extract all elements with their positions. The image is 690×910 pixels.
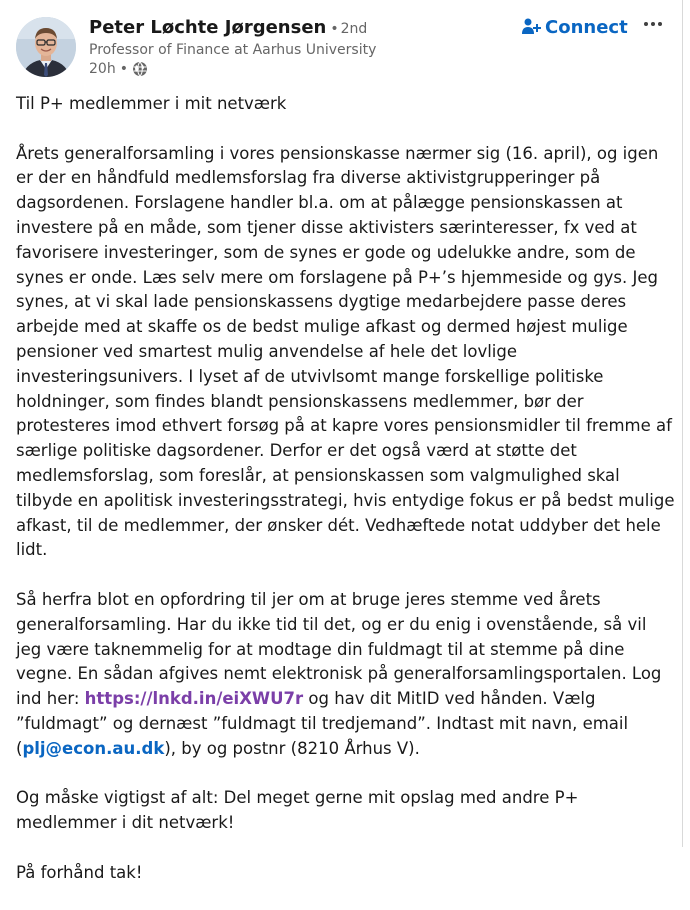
globe-icon	[132, 61, 148, 77]
avatar-photo	[16, 17, 76, 77]
paragraph-2-text-c: ), by og postnr (8210 Århus V).	[164, 738, 420, 758]
meta-separator: •	[119, 61, 128, 77]
more-options-button[interactable]	[637, 12, 669, 40]
paragraph-2-text-a: Så herfra blot en opfordring til jer om at bruge jeres stemme ved årets generalforsamling. Har du ikke tid til det, og er du enig i ovenstående, så vil jeg være taknemmelig for at modtage din fuldmagt til at stemme på dine vegne. En sådan afgives nemt elektronisk på generalforsamlingsportalen. Log ind her:	[16, 589, 662, 709]
author-name[interactable]: Peter Løchte Jørgensen	[89, 17, 327, 38]
paragraph-2-text-b: og hav dit MitID ved hånden. Vælg ”fuldmagt” og dernæst ”fuldmagt til tredjemand”. Indtast mit navn, email (	[16, 689, 629, 758]
post-body	[16, 92, 676, 910]
author-name-line	[89, 16, 367, 41]
ellipsis-icon	[641, 12, 665, 40]
post-header	[0, 0, 683, 88]
post-time[interactable]: 20h	[89, 61, 116, 77]
person-add-icon	[521, 17, 541, 37]
portal-link[interactable]: https://lnkd.in/eiXWU7r	[84, 689, 304, 709]
avatar[interactable]	[16, 17, 76, 77]
post-meta	[89, 60, 148, 78]
connect-label: Connect	[545, 16, 628, 38]
post-paragraph-1: Årets generalforsamling i vores pensionskasse nærmer sig (16. april), og igen er der en håndfuld medlemsforslag fra diverse aktivistgrupperinger på dagsordenen. Forslagene handler bl.a. om at pålægge pensionskassen at investere på en måde, som tjener disse aktivisters særinteresser, fx ved at favorisere investeringer, som de synes er gode og udelukke andre, som de synes er onde. Læs selv mere om forslagene på P+’s hjemmeside og gys. Jeg synes, at vi skal lade pensionskassens dygtige medarbejdere passe deres arbejde med at skaffe os de bedst mulige afkast og dermed højest mulige pensioner ved smartest mulig anvendelse af hele det lovlige investeringsunivers. I lyset af de utvivlsomt mange forskellige politiske holdninger, som findes blandt pensionskassens medlemmer, bør der protesteres imod ethvert forsøg på at kapre vores pensionsmidler til fremme af særlige politiske dagsordener. Derfor er det også værd at støtte det medlemsforslag, som foreslår, at pensionskassen som valgmulighed skal tilbyde en apolitisk investeringsstrategi, hvis entydige fokus er på bedst mulige afkast, til de medlemmer, der ønsker dét. Vedhæftede notat uddyber det hele lidt.	[16, 143, 675, 560]
post-greeting: Til P+ medlemmer i mit netværk	[16, 94, 287, 113]
post-closing: På forhånd tak!	[16, 862, 143, 882]
connection-degree: 2nd	[340, 21, 368, 37]
connect-button[interactable]	[517, 13, 632, 41]
post-paragraph-3: Og måske vigtigst af alt: Del meget gerne mit opslag med andre P+ medlemmer i dit netværk!	[16, 788, 579, 833]
author-headline: Professor of Finance at Aarhus University	[89, 42, 377, 58]
email-link[interactable]: plj@econ.au.dk	[22, 738, 165, 758]
post-paragraph-2	[16, 588, 676, 762]
degree-separator: •	[330, 21, 339, 37]
